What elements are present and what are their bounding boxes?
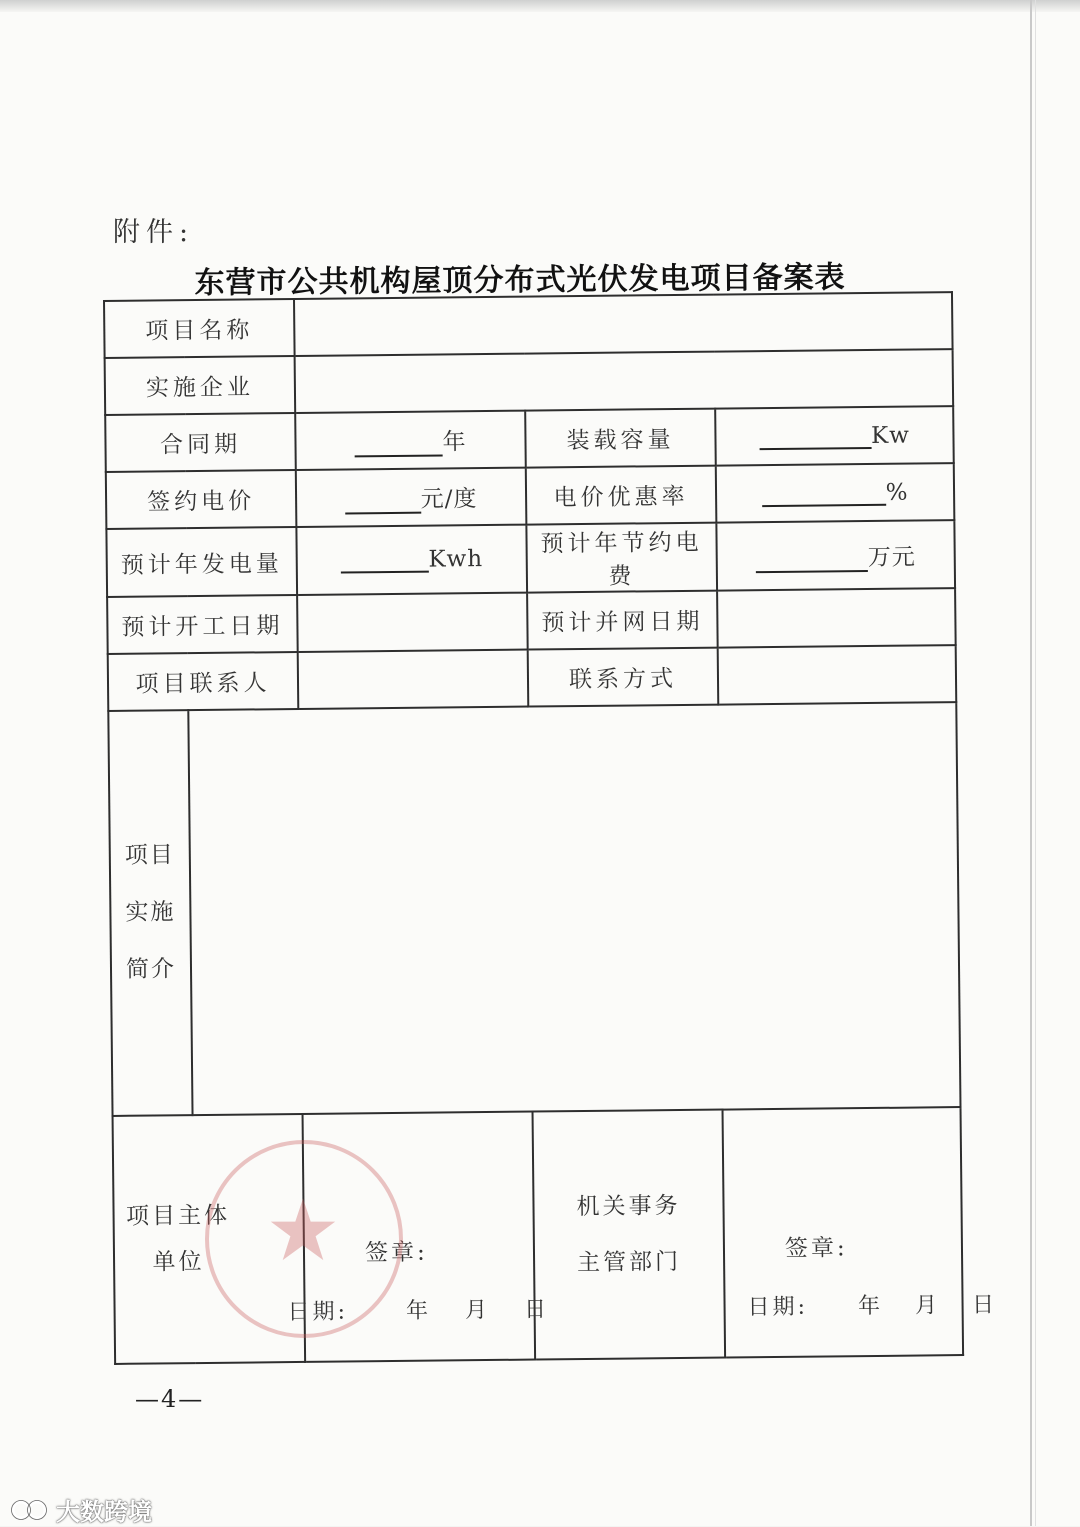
table-row <box>105 349 954 415</box>
label-line: 机关事务 <box>576 1193 681 1221</box>
annual-savings-unit: 万元 <box>867 544 916 571</box>
implementing-company-field[interactable] <box>295 349 954 413</box>
table-row <box>106 463 955 529</box>
start-date-field[interactable] <box>297 593 528 652</box>
fill-blank[interactable] <box>345 490 421 515</box>
fill-blank[interactable] <box>340 549 428 574</box>
contact-person-field[interactable] <box>298 650 529 709</box>
contract-price-unit: 元/度 <box>420 486 478 513</box>
annual-savings-field[interactable] <box>716 520 955 590</box>
table-row <box>105 406 954 472</box>
project-intro-field[interactable] <box>188 702 960 1115</box>
grid-date-field[interactable] <box>717 588 956 647</box>
fill-blank[interactable] <box>756 548 868 573</box>
owner-sign-label: 签章: <box>364 1239 428 1267</box>
installed-capacity-field[interactable] <box>715 406 954 465</box>
contract-price-field[interactable] <box>296 468 527 527</box>
contract-period-field[interactable] <box>295 411 526 470</box>
discount-rate-unit: % <box>885 479 909 506</box>
authority-day: 日 <box>971 1292 998 1318</box>
owner-day: 日 <box>523 1297 550 1323</box>
grid-date-label: 预计并网日期 <box>527 591 718 650</box>
installed-capacity-unit: Kw <box>870 422 911 449</box>
authority-month: 月 <box>914 1293 941 1319</box>
label-line: 单位 <box>152 1248 205 1276</box>
contact-method-field[interactable] <box>718 645 957 704</box>
attachment-label: 附件: <box>113 217 195 248</box>
label-line: 实施 <box>125 899 176 926</box>
page-number: —4— <box>135 1385 205 1413</box>
project-name-label: 项目名称 <box>104 299 295 358</box>
authority-date-line <box>747 1288 997 1322</box>
authority-label-cell <box>533 1110 726 1360</box>
fill-blank[interactable] <box>762 481 886 506</box>
annual-savings-label: 预计年节约电费 <box>526 523 717 593</box>
seal-star-icon <box>268 1195 338 1265</box>
contract-price-label: 签约电价 <box>106 470 297 529</box>
authority-year: 年 <box>857 1293 884 1320</box>
fill-blank[interactable] <box>354 432 442 457</box>
label-line: 简介 <box>125 956 177 983</box>
project-name-field[interactable] <box>294 292 953 356</box>
form-title: 东营市公共机构屋顶分布式光伏发电项目备案表 <box>194 260 846 301</box>
contract-period-unit: 年 <box>442 429 467 456</box>
authority-sign-label: 签章: <box>784 1235 848 1262</box>
authority-date-label: 日期: <box>747 1294 809 1321</box>
scan-edge-line <box>1030 0 1032 1526</box>
table-row <box>106 520 955 597</box>
table-row <box>108 645 957 711</box>
table-row <box>108 702 960 1116</box>
label-line: 项目主体 <box>125 1202 231 1230</box>
authority-label <box>534 1178 723 1292</box>
label-line: 主管部门 <box>576 1248 682 1277</box>
scan-edge-line <box>1035 0 1036 1526</box>
label-line: 项目 <box>124 842 175 869</box>
annual-generation-label: 预计年发电量 <box>106 527 297 597</box>
contact-person-label: 项目联系人 <box>108 652 299 711</box>
installed-capacity-label: 装载容量 <box>525 409 716 468</box>
table-row <box>104 292 953 358</box>
implementing-company-label: 实施企业 <box>105 356 296 415</box>
loop-logo-icon <box>10 1498 50 1522</box>
contact-method-label: 联系方式 <box>528 648 719 707</box>
watermark <box>10 1492 152 1527</box>
owner-date-label: 日期: <box>287 1299 349 1326</box>
table-row <box>107 588 956 654</box>
authority-sign-cell[interactable] <box>723 1107 998 1357</box>
owner-year: 年 <box>405 1298 432 1324</box>
annual-generation-unit: Kwh <box>428 546 484 573</box>
discount-rate-label: 电价优惠率 <box>526 466 717 525</box>
start-date-label: 预计开工日期 <box>107 595 298 654</box>
scan-top-edge <box>0 0 1080 12</box>
owner-month: 月 <box>464 1298 491 1324</box>
fill-blank[interactable] <box>759 424 871 449</box>
watermark-text: 大数跨境 <box>56 1498 152 1526</box>
contract-period-label: 合同期 <box>105 413 296 472</box>
annual-generation-field[interactable] <box>296 525 527 595</box>
project-intro-label <box>108 710 192 1116</box>
discount-rate-field[interactable] <box>716 463 955 522</box>
